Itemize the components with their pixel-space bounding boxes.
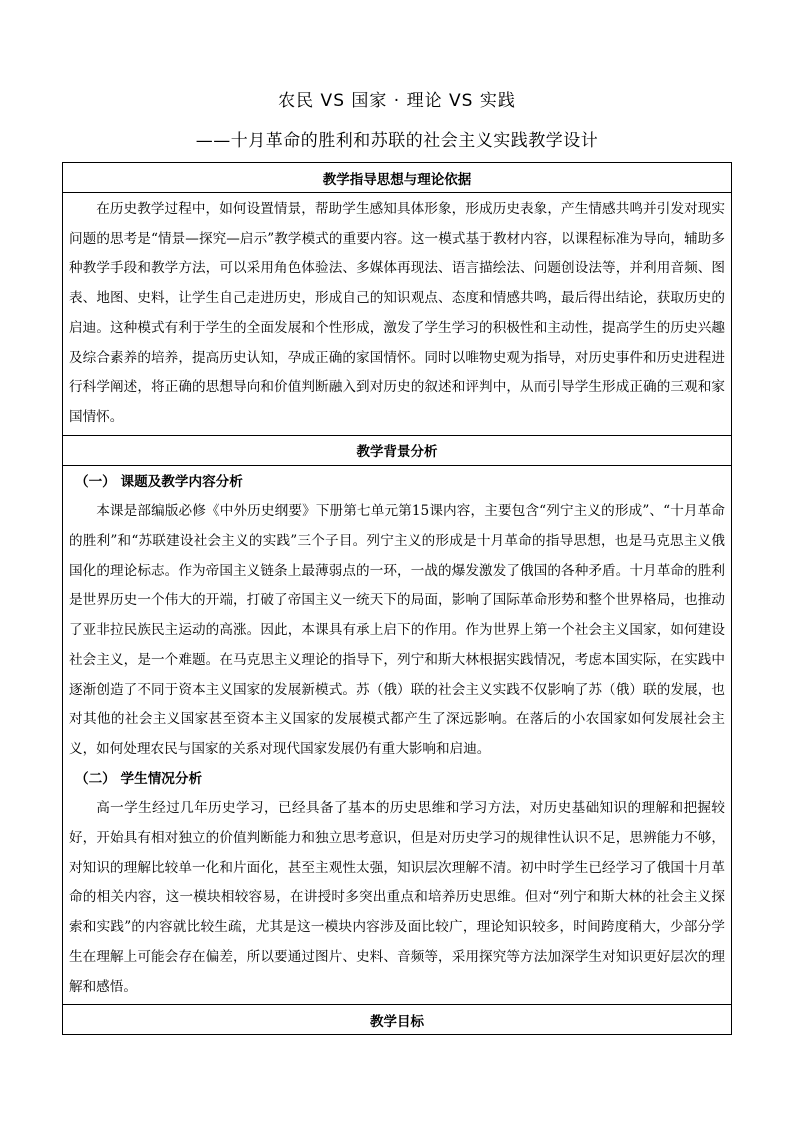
table-row xyxy=(63,163,732,193)
section-heading-background: 教学背景分析 xyxy=(63,435,732,465)
section-heading-objectives: 教学目标 xyxy=(63,1005,732,1035)
table-row xyxy=(63,193,732,436)
content-analysis-paragraph: 本课是部编版必修《中外历史纲要》下册第七单元第15课内容，主要包含“列宁主义的形成”、“十月革命的胜利”和“苏联建设社会主义的实践”三个子目。列宁主义的形成是十月革命的指导思想，也是马克思主义俄国化的理论标志。作为帝国主义链条上最薄弱点的一环，一战的爆发激发了俄国的各种矛盾。十月革命的胜利是世界历史一个伟大的开端，打破了帝国主义一统天下的局面，影响了国际革命形势和整个世界格局，也推动了亚非拉民族民主运动的高涨。因此，本课具有承上启下的作用。作为世界上第一个社会主义国家，如何建设社会主义，是一个难题。在马克思主义理论的指导下，列宁和斯大林根据实践情况，考虑本国实际，在实践中逐渐创造了不同于资本主义国家的发展新模式。苏（俄）联的社会主义实践不仅影响了苏（俄）联的发展，也对其他的社会主义国家甚至资本主义国家的发展模式都产生了深远影响。在落后的小农国家如何发展社会主义，如何处理农民与国家的关系对现代国家发展仍有重大影响和启迪。 xyxy=(69,503,725,757)
lesson-plan-table xyxy=(62,162,732,1035)
guiding-theory-paragraph: 在历史教学过程中，如何设置情景，帮助学生感知具体形象，形成历史表象，产生情感共鸣并引发对现实问题的思考是“情景—探究—启示”教学模式的重要内容。这一模式基于教材内容，以课程标准为导向，辅助多种教学手段和教学方法，可以采用角色体验法、多媒体再现法、语言描绘法、问题创设法等，并利用音频、图表、地图、史料，让学生自己走进历史，形成自己的知识观点、态度和情感共鸣，最后得出结论，获取历史的启迪。这种模式有利于学生的全面发展和个性形成，激发了学生学习的积极性和主动性，提高学生的历史兴趣及综合素养的培养，提高历史认知，孕成正确的家国情怀。同时以唯物史观为指导，对历史事件和历史进程进行科学阐述，将正确的思想导向和价值判断融入到对历史的叙述和评判中，从而引导学生形成正确的三观和家国情怀。 xyxy=(69,201,725,425)
table-row xyxy=(63,435,732,465)
table-row xyxy=(63,465,732,1005)
section-heading-guiding-theory: 教学指导思想与理论依据 xyxy=(63,163,732,193)
student-analysis-paragraph: 高一学生经过几年历史学习，已经具备了基本的历史思维和学习方法，对历史基础知识的理解和把握较好，开始具有相对独立的价值判断能力和独立思考意识，但是对历史学习的规律性认识不足，思辨能力不够，对知识的理解比较单一化和片面化，甚至主观性太强，知识层次理解不清。初中时学生已经学习了俄国十月革命的相关内容，这一模块相较容易，在讲授时多突出重点和培养历史思维。但对“列宁和斯大林的社会主义探索和实践”的内容就比较生疏，尤其是这一模块内容涉及面比较广，理论知识较多，时间跨度稍大，少部分学生在理解上可能会存在偏差，所以要通过图片、史料、音频等，采用探究等方法加深学生对知识更好层次的理解和感悟。 xyxy=(69,800,725,995)
subsection-title-content-analysis: （一） 课题及教学内容分析 xyxy=(75,473,243,490)
section-body-guiding-theory xyxy=(63,193,732,436)
document-subtitle: ——十月革命的胜利和苏联的社会主义实践教学设计 xyxy=(195,131,599,151)
table-row xyxy=(63,1005,732,1035)
section-body-background xyxy=(63,465,732,1005)
subsection-title-student-analysis: （二） 学生情况分析 xyxy=(75,770,203,787)
document-title: 农民 VS 国家 · 理论 VS 实践 xyxy=(278,91,516,111)
